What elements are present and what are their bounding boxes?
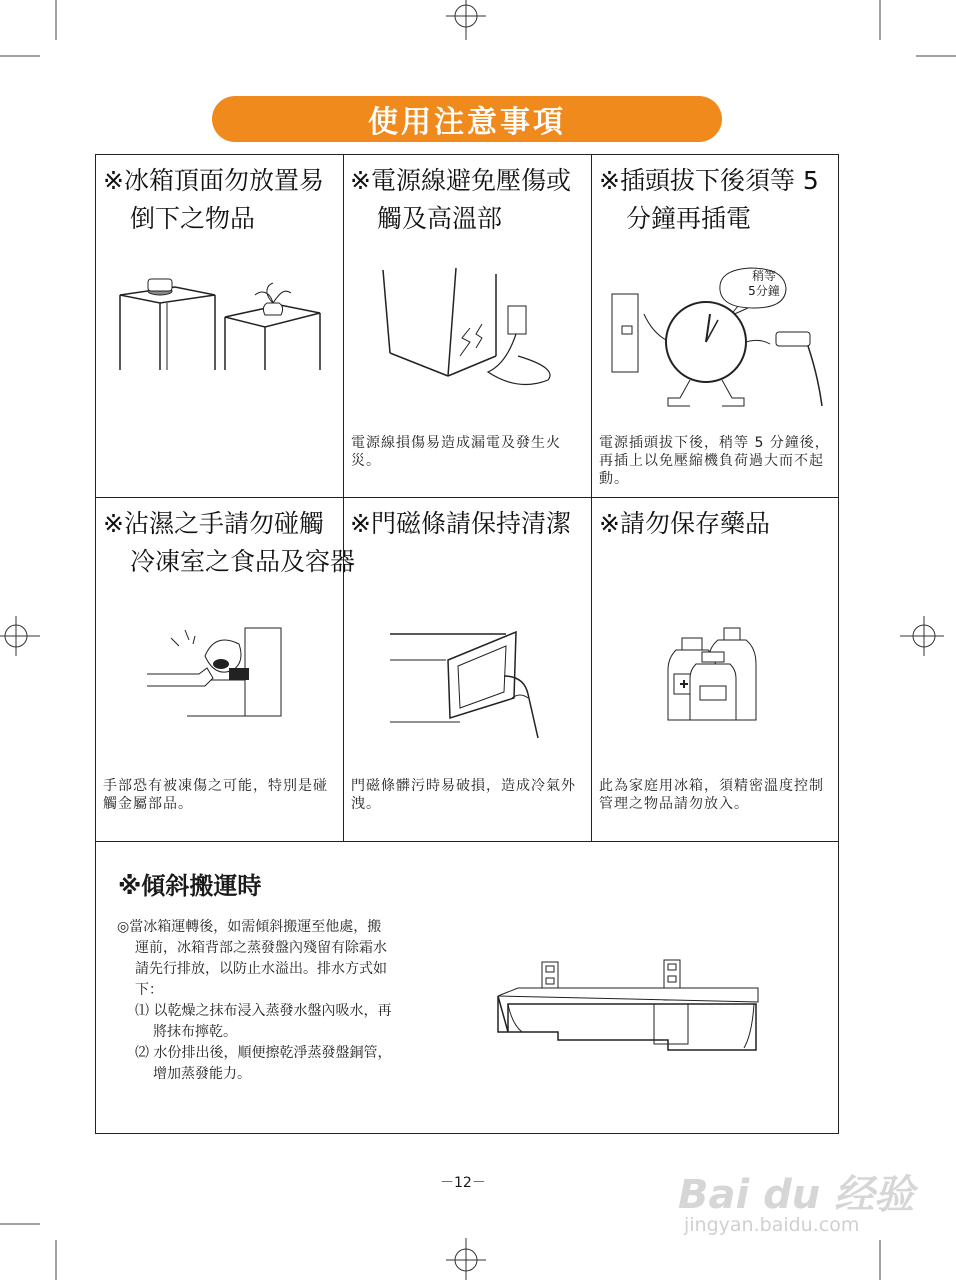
cell-title-line: ※插頭拔下後須等 5 [599,166,819,195]
bubble-line: 5分鐘 [748,284,780,298]
grid-divider [95,497,839,498]
paragraph-line: ⑴ 以乾燥之抹布浸入蒸發水盤內吸水，再 [135,1003,392,1019]
cell-title [103,162,324,238]
page-title-banner [212,96,722,142]
cell-title-line: 冷凍室之食品及容器 [130,547,356,576]
bubble-line: 稍等 [751,269,776,283]
cell-title [599,505,770,543]
watermark-logo: Bai du 经验 [678,1172,915,1218]
cell-title [599,162,819,238]
cell-description: 門磁條髒污時易破損，造成冷氣外洩。 [351,778,576,812]
cell-title-line: ※沾濕之手請勿碰觸 [103,509,324,538]
power-cord-illustration [378,268,558,388]
paragraph-line: 增加蒸發能力。 [153,1066,251,1082]
page-title: 使用注意事項 [368,105,566,140]
cell-title-line: ※請勿保存藥品 [599,509,770,538]
cell-title-line: ※冰箱頂面勿放置易 [103,166,324,195]
section-title: ※傾斜搬運時 [118,872,262,900]
medicine-bottles-illustration [668,626,764,726]
paragraph-line: 下： [135,982,163,998]
cell-title-line: ※電源線避免壓傷或 [350,166,571,195]
cell-title-line: 觸及高溫部 [377,204,503,233]
paragraph-line: 請先行排放，以防止水溢出。排水方式如 [135,961,387,977]
paragraph-line: ⑵ 水份排出後，順便擦乾淨蒸發盤銅管， [135,1045,392,1061]
cell-title-line: 分鐘再插電 [626,204,752,233]
cell-title-line: 倒下之物品 [130,204,256,233]
door-gasket-illustration [388,626,548,738]
cell-description: 電源插頭拔下後，稍等 5 分鐘後，再插上以免壓縮機負荷過大而不起動。 [599,435,830,487]
section-paragraph [117,917,417,1085]
paragraph-line: 將抹布擰乾。 [153,1024,237,1040]
cell-description: 電源線損傷易造成漏電及發生火災。 [351,435,561,469]
grid-divider [95,841,839,842]
paragraph-line: 運前，冰箱背部之蒸發盤內殘留有除霜水 [135,940,387,956]
clock-wait-illustration [608,262,828,412]
paragraph-line: ◎當冰箱運轉後，如需傾斜搬運至他處，搬 [117,919,382,935]
watermark-url: jingyan.baidu.com [684,1214,860,1236]
cell-description: 手部恐有被凍傷之可能，特別是碰觸金屬部品。 [103,778,328,812]
bubble-text [738,269,790,299]
evaporation-tray-illustration [496,958,760,1054]
cell-title [103,505,355,581]
page-number: －12－ [440,1175,486,1191]
cell-title-line: ※門磁條請保持清潔 [350,509,571,538]
fridge-top-illustration [115,275,325,370]
frozen-hand-illustration [145,618,285,718]
cell-title [350,162,571,238]
cell-description: 此為家庭用冰箱，須精密溫度控制管理之物品請勿放入。 [599,778,824,812]
cell-title [350,505,571,543]
